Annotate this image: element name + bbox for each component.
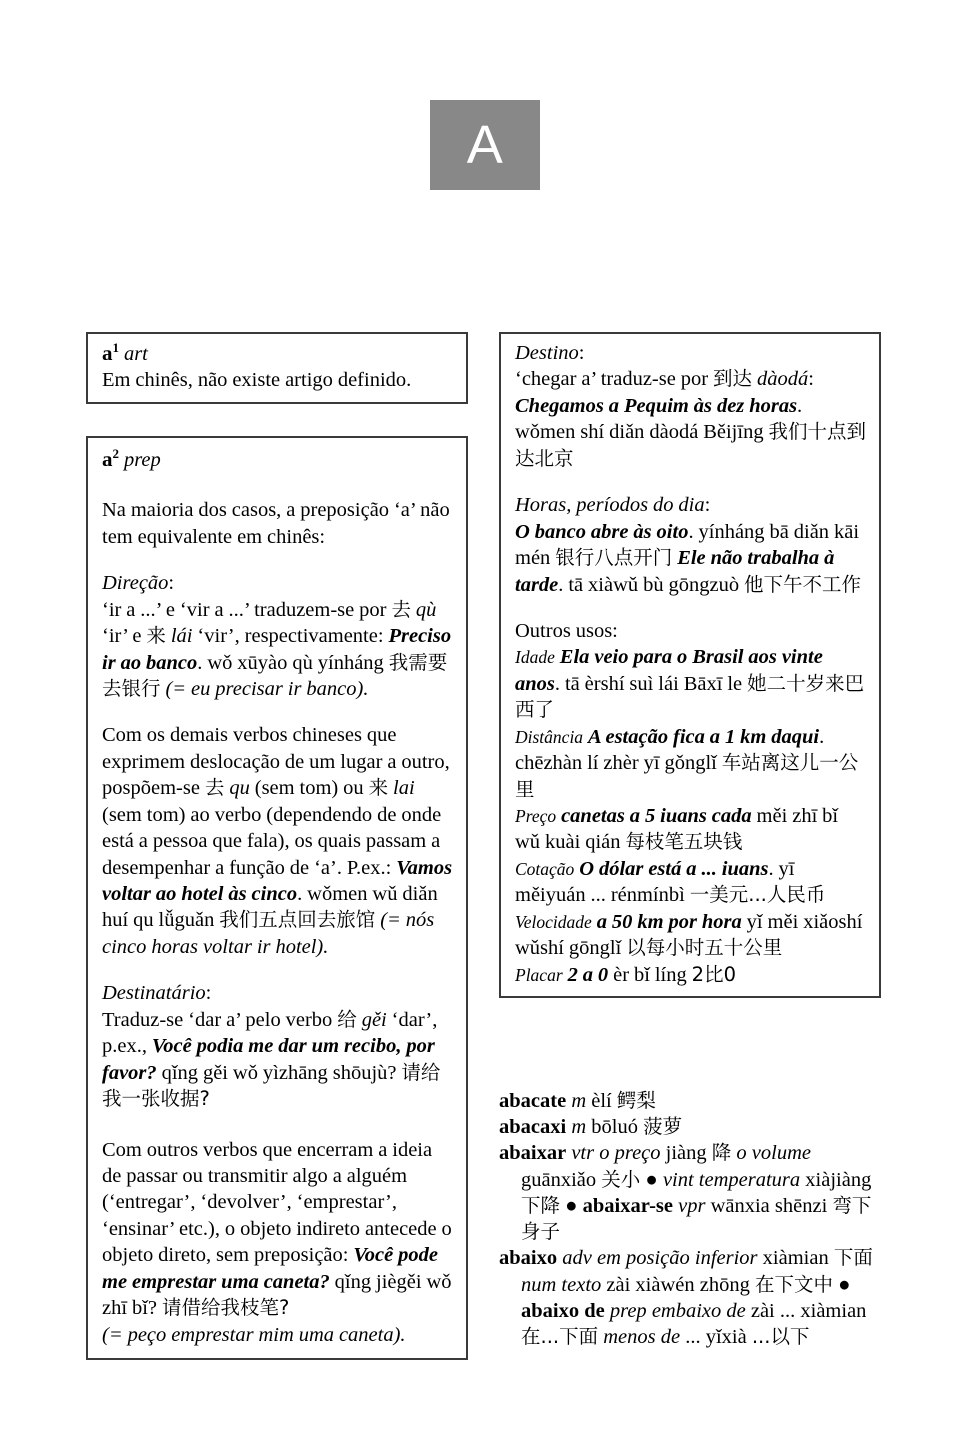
horas-example-pt-2: Ele não trabalha à tarde: [515, 547, 835, 596]
usage-label-preco: Preço: [515, 806, 557, 826]
sub-entry-headword: abaixo de: [521, 1299, 605, 1322]
placar-example-pt: 2 a 0: [567, 963, 609, 986]
direcao-han-1: 去: [391, 597, 411, 621]
usage-label-cotacao: Cotação: [515, 858, 575, 879]
entry-pos: adv: [562, 1247, 592, 1270]
cotacao-example-han: 一美元...人民币: [689, 883, 826, 907]
direcao-han-2: 来: [146, 624, 166, 648]
destino-body-1: ‘chegar a’ traduz-se por: [515, 368, 714, 391]
demais-example-pt: Vamos voltar ao hotel às cinco: [102, 856, 453, 905]
sense-label-direcao: Direção: [102, 572, 169, 595]
destino-han-1: 到达: [713, 367, 753, 391]
outros-usos-item-velocidade: [515, 909, 867, 962]
entry-headword: abaixar: [499, 1142, 567, 1165]
placar-example-han: 2比0: [691, 962, 736, 986]
destinatario-example-pinyin: qǐng gěi wǒ yìzhāng shōujù?: [156, 1061, 402, 1084]
sense-label-1: o preço: [599, 1142, 661, 1165]
outros-usos-item-distancia: [515, 724, 867, 803]
dictionary-entry-abacaxi: [499, 1114, 889, 1140]
headword-line-a2: [102, 446, 454, 473]
letter-section-header: [430, 100, 540, 190]
direcao-example-pt: Preciso ir ao banco: [102, 625, 452, 674]
right-column: [499, 332, 881, 1030]
direcao-pinyin-1: qù: [415, 598, 437, 621]
paragraph-outros-verbos: [102, 1137, 454, 1349]
sense-pinyin-1: xiàmian: [762, 1247, 829, 1270]
entry-pos: m: [571, 1090, 587, 1112]
destinatario-example-pt: Você podia me dar um recibo, por favor?: [102, 1035, 435, 1084]
sense-label-destinatario: Destinatário: [102, 982, 206, 1005]
velocidade-example-han: 以每小时五十公里: [626, 936, 783, 960]
headword-a2: $a^2$: [102, 445, 120, 471]
headword-a1: $a^1$: [102, 340, 120, 365]
direcao-example-pinyin: . wǒ xūyào qù yínháng: [197, 651, 389, 674]
paragraph-destino: Destino: ‘chegar a’ traduz-se por 到达 dàodá: Chegamos a Pequim às dez horas. wǒmen shí diǎn dàodá Běijīng 我们十点到达北京: [515, 342, 867, 470]
idade-example-pt: Ela veio para o Brasil aos vinte anos: [515, 646, 823, 695]
sense-han-2: 关小: [601, 1167, 641, 1191]
direcao-example-literal: (= eu precisar ir banco).: [160, 677, 369, 700]
entry-headword: abaixo: [499, 1247, 558, 1270]
sub-entry-han: 弯下身子: [521, 1193, 872, 1244]
outros-usos-item-placar: [515, 962, 867, 988]
paragraph-destinatario: Destinatário: Traduz-se ‘dar a’ pelo verbo 给 gěi ‘dar’, p.ex., Você podia me dar um recibo, por favor? qǐng gěi wǒ yìzhāng shōujù? 请给我一张收据?: [102, 982, 441, 1111]
paragraph-horas: Horas, períodos do dia: O banco abre às oito. yínháng bā diǎn kāi mén 银行八点开门 Ele não trabalha à tarde. tā xiàwǔ bù gōngzuò 他下午不工作: [515, 494, 862, 596]
dictionary-entry-abaixo: [499, 1245, 889, 1350]
outros-usos-item-idade: [515, 644, 867, 723]
sense-separator-bullet-icon: ●: [645, 1168, 658, 1191]
paragraph-demais-verbos: [102, 722, 454, 960]
usage-label-velocidade: Velocidade: [515, 911, 592, 932]
sense-label-horas: Horas, períodos do dia: [515, 494, 705, 517]
grammar-box-a2: [86, 436, 468, 1360]
sub-entry-pinyin: wānxia shēnzi: [710, 1194, 828, 1217]
horas-example-han-2: 他下午不工作: [744, 572, 862, 596]
outros-verbos-text-1: Com outros verbos que encerram a ideia de passar ou transmitir algo a alguém (‘entregar’, ‘devolver’, ‘emprestar’, ‘ensinar’ etc.), o objeto indireto antecede o objeto direto, sem preposição:: [102, 1138, 452, 1267]
destino-example-pinyin: . wǒmen shí diǎn dàodá Běijīng: [515, 394, 803, 444]
usage-label-idade: Idade: [515, 647, 555, 668]
horas-example-pt-1: O banco abre às oito: [515, 520, 689, 543]
dictionary-entry-abaixar: [499, 1140, 889, 1245]
sense-label-1: em posição inferior: [596, 1247, 758, 1270]
direcao-example-han: 我需要去银行: [102, 650, 448, 700]
sense-label-2: num texto: [521, 1273, 602, 1296]
sub-sense-pinyin-2: ... yǐxià: [685, 1326, 747, 1349]
left-column: [86, 332, 468, 1392]
sub-sense-label-1: embaixo de: [651, 1299, 746, 1322]
entry-han: 鳄梨: [616, 1089, 656, 1112]
sub-sense-han-1: 在...下面: [521, 1325, 599, 1349]
placar-example-pinyin: èr bǐ líng: [608, 963, 692, 986]
dictionary-entry-abacate: [499, 1088, 889, 1114]
outros-verbos-example-literal: (= peço emprestar mim uma caneta).: [102, 1323, 406, 1346]
distancia-example-pt: A estação fica a 1 km daqui: [588, 725, 820, 748]
headword-superscript: 2: [112, 445, 120, 461]
distancia-example-han: 车站离这儿一公里: [515, 751, 859, 801]
headword-superscript: 1: [112, 340, 120, 355]
demais-text-3: (sem tom) ao verbo (dependendo de onde está a pessoa que fala), os quais passam a desempenhar a função de ‘a’. P.ex.:: [102, 803, 442, 879]
idade-example-han: 她二十岁来巴西了: [515, 671, 865, 722]
sub-sense-han-2: ...以下: [751, 1325, 810, 1349]
sense-han-3: 下降: [521, 1193, 561, 1217]
destino-example-pt: Chegamos a Pequim às dez horas: [515, 394, 798, 417]
entry-pinyin: èlí: [591, 1090, 612, 1112]
sense-label-2: o volume: [736, 1142, 811, 1165]
part-of-speech-a1: art: [123, 343, 148, 365]
direcao-gloss-2: ‘vir’, respectivamente:: [197, 625, 384, 648]
sense-pinyin-2: guānxiǎo: [521, 1168, 597, 1191]
sense-pinyin-1: jiàng: [665, 1142, 707, 1165]
distancia-example-pinyin: . chēzhàn lí zhèr yī gǒnglǐ: [515, 725, 825, 775]
sense-label-3: vint temperatura: [662, 1168, 801, 1191]
outros-verbos-example-pt: Você pode me emprestar uma caneta?: [102, 1244, 439, 1293]
entry-pos: m: [571, 1116, 587, 1139]
paragraph-direcao: Direção: ‘ir a ...’ e ‘vir a ...’ traduzem-se por 去 qù ‘ir’ e 来 lái ‘vir’, respectivamente: Preciso ir ao banco. wǒ xūyào qù yínháng 我需要去银行 (= eu precisar ir banco).: [102, 572, 452, 700]
destino-pinyin-1: dàodá: [756, 368, 809, 391]
sub-sense-pinyin-1: zài ... xiàmian: [750, 1299, 867, 1322]
sense-separator-bullet-icon: ●: [565, 1194, 578, 1217]
demais-text-2: (sem tom) ou: [249, 777, 369, 800]
sense-han-1: 下面: [833, 1246, 873, 1270]
direcao-body-1: ‘ir a ...’ e ‘vir a ...’ traduzem-se por: [102, 598, 392, 621]
usage-label-distancia: Distância: [515, 726, 584, 747]
cotacao-example-pinyin: . yī měiyuán ... rénmínbì: [515, 857, 795, 907]
direcao-gloss-1: ‘ir’ e: [102, 625, 147, 648]
destinatario-example-han: 请给我一张收据?: [102, 1060, 441, 1111]
outros-verbos-example-pinyin: qǐng jiègěi wǒ zhī bǐ?: [102, 1270, 452, 1320]
sense-label-destino: Destino: [515, 342, 579, 364]
part-of-speech-a2: prep: [123, 448, 161, 471]
sub-entry-pos: prep: [609, 1299, 647, 1322]
dictionary-entry-list: [499, 1088, 889, 1350]
definition-a1: Em chinês, não existe artigo definido.: [102, 369, 412, 392]
headword-line-a1: [102, 340, 454, 367]
sense-pinyin-2: zài xiàwén zhōng: [606, 1273, 750, 1296]
velocidade-example-pt: a 50 km por hora: [596, 910, 742, 933]
destinatario-body-1: Traduz-se ‘dar a’ pelo verbo: [102, 1008, 338, 1031]
grammar-box-a1: [86, 332, 468, 404]
destino-example-han: 我们十点到达北京: [515, 420, 867, 470]
sense-han-2: 在下文中: [754, 1272, 833, 1296]
sense-han-1: 降: [711, 1141, 732, 1165]
idade-example-pinyin: . tā èrshí suì lái Bāxī le: [554, 672, 748, 695]
outros-usos-item-cotacao: [515, 856, 867, 909]
outros-usos-item-preco: [515, 803, 867, 856]
paragraph-intro: Na maioria dos casos, a preposição ‘a’ não tem equivalente em chinês:: [102, 499, 450, 548]
sub-entry-pos: vpr: [678, 1194, 706, 1217]
sense-separator-bullet-icon: ●: [838, 1273, 851, 1296]
destino-colon: :: [578, 342, 585, 364]
destinatario-han-1: 给: [337, 1007, 357, 1031]
entry-headword: abacate: [499, 1090, 567, 1112]
horas-example-han-1: 银行八点开门: [555, 546, 673, 570]
demais-example-han: 我们五点回去旅馆: [219, 908, 376, 932]
letter-section-label: A: [466, 115, 504, 175]
demais-pinyin-2: lai: [393, 777, 415, 800]
demais-example-literal: (= nós cinco horas voltar ir hotel).: [102, 909, 435, 958]
entry-pos: vtr: [571, 1142, 595, 1165]
usage-label-placar: Placar: [515, 964, 563, 985]
demais-han-1: 去: [204, 776, 225, 800]
paragraph-outros-usos-heading: Outros usos:: [515, 619, 618, 642]
demais-text-1: Com os demais verbos chineses que exprimem deslocação de um lugar a outro, pospõem-se: [102, 724, 450, 800]
outros-verbos-example-han: 请借给我枝笔?: [161, 1296, 290, 1320]
sense-pinyin-3: xiàjiàng: [805, 1168, 872, 1191]
demais-example-pinyin: . wǒmen wǔ diǎn huí qu lǚguǎn: [102, 883, 438, 932]
velocidade-example-pinyin: yǐ měi xiǎoshí wǔshí gōnglǐ: [515, 910, 863, 960]
grammar-box-a2-continued: [499, 332, 881, 998]
demais-han-2: 来: [368, 776, 389, 800]
cotacao-example-pt: O dólar está a ... iuans: [579, 857, 769, 880]
destinatario-pinyin-1: gěi: [361, 1008, 387, 1031]
sub-entry-headword: abaixar-se: [582, 1194, 673, 1217]
entry-han: 菠萝: [643, 1115, 683, 1139]
preco-example-pt: canetas a 5 iuans cada: [561, 805, 752, 827]
horas-example-pinyin-2: . tā xiàwǔ bù gōngzuò: [558, 573, 745, 596]
horas-example-pinyin-1: . yínháng bā diǎn kāi mén: [515, 520, 860, 570]
preco-example-pinyin: měi zhī bǐ wǔ kuài qián: [515, 805, 839, 854]
preco-example-han: 每枝笔五块钱: [625, 830, 743, 854]
entry-headword: abacaxi: [499, 1116, 567, 1139]
entry-pinyin: bōluó: [591, 1116, 638, 1139]
demais-pinyin-1: qu: [229, 777, 250, 800]
destinatario-gloss-1: ‘dar’, p.ex.,: [102, 1008, 438, 1058]
direcao-pinyin-2: lái: [170, 625, 193, 648]
sub-sense-label-2: menos de: [603, 1326, 681, 1349]
